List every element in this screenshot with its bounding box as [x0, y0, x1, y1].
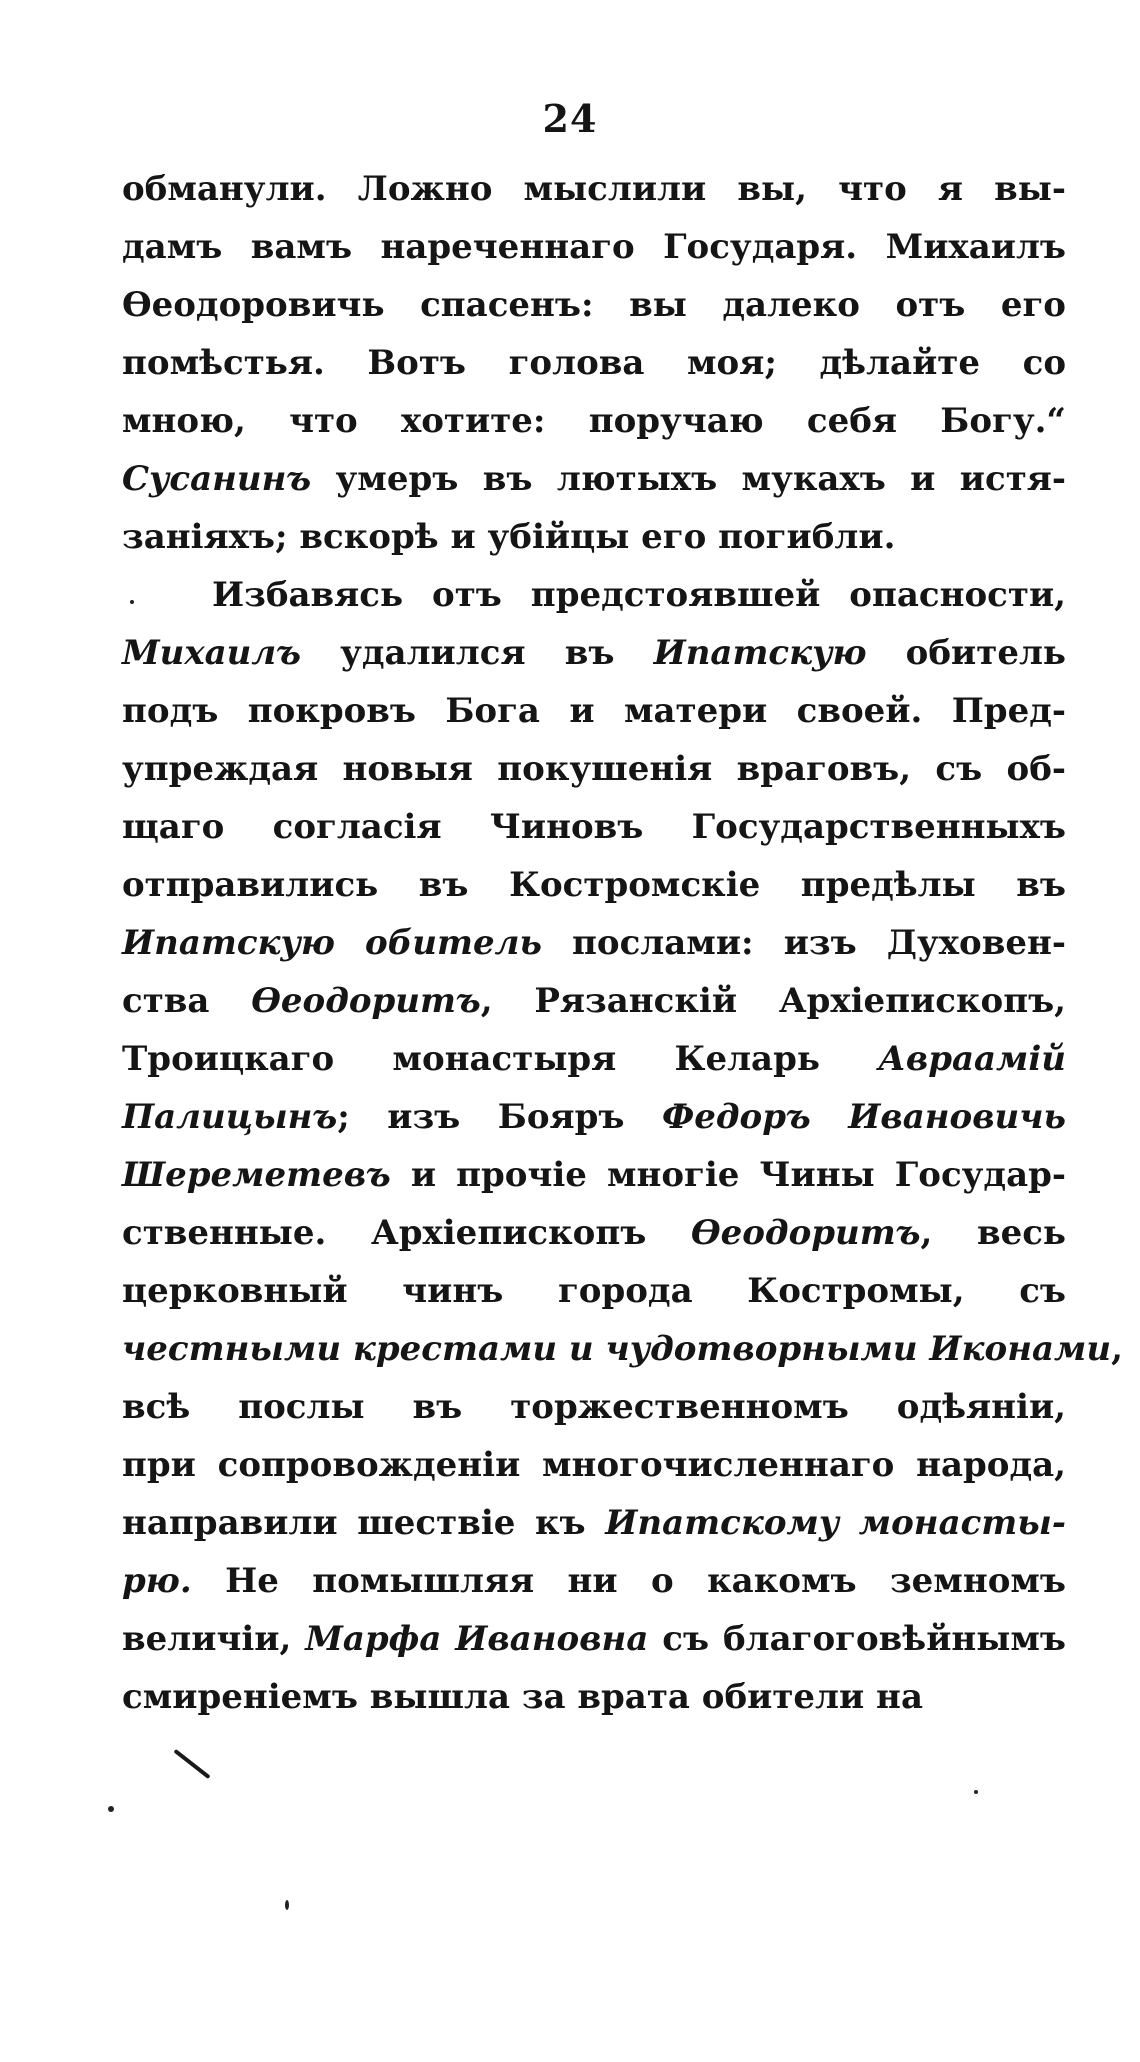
ink-stroke: [173, 1749, 210, 1779]
text-line: [122, 972, 1066, 1030]
text-line: [122, 856, 1066, 914]
ink-speck: [285, 1900, 289, 1910]
text-segment: смиреніемъ вышла за врата обители на: [122, 1677, 923, 1717]
italic-text: Ипатскую обитель: [122, 923, 542, 963]
text-line: [122, 276, 1066, 334]
text-segment: и прочіе многіе Чины Государ-: [390, 1155, 1066, 1195]
italic-text: Михаилъ: [122, 633, 301, 673]
text-line: [122, 334, 1066, 392]
text-line: [122, 1146, 1066, 1204]
italic-text: Федоръ Ивановичь: [662, 1097, 1066, 1137]
text-segment: мною, что хотите: поручаю себя Богу.“: [122, 401, 1066, 441]
text-segment: , весь: [920, 1213, 1066, 1253]
italic-text: Ипатскую: [653, 633, 867, 673]
text-line: [122, 740, 1066, 798]
body-text: [122, 160, 1123, 1726]
text-segment: отправились въ Костромскіе предѣлы въ: [122, 865, 1066, 905]
text-segment: всѣ послы въ торжественномъ одѣяніи,: [122, 1387, 1066, 1427]
text-line: [122, 566, 1066, 624]
ink-speck: [108, 1806, 114, 1812]
text-segment: направили шествіе къ: [122, 1503, 606, 1543]
text-segment: Избавясь отъ предстоявшей опасности,: [212, 575, 1066, 615]
text-line: [122, 1320, 1123, 1378]
italic-text: рю.: [122, 1561, 192, 1601]
text-line: [122, 1610, 1066, 1668]
text-segment: при сопровожденіи многочисленнаго народа,: [122, 1445, 1066, 1485]
text-line: [122, 508, 1066, 566]
italic-text: Сусанинъ: [122, 459, 312, 499]
ink-speck: [974, 1790, 978, 1794]
text-line: [122, 914, 1066, 972]
text-segment: обитель: [866, 633, 1066, 673]
text-segment: удалился въ: [300, 633, 654, 673]
text-segment: подъ покровъ Бога и матери своей. Пред-: [122, 691, 1066, 731]
text-segment: съ благоговѣйнымъ: [648, 1619, 1067, 1659]
text-line: [122, 682, 1066, 740]
text-line: [122, 160, 1066, 218]
text-line: [122, 1262, 1066, 1320]
text-line: [122, 1088, 1066, 1146]
text-segment: ства: [122, 981, 252, 1021]
italic-text: Марфа Ивановна: [305, 1619, 649, 1659]
text-segment: церковный чинъ города Костромы, съ: [122, 1271, 1066, 1311]
italic-text: Шереметевъ: [122, 1155, 391, 1195]
text-line: [122, 1552, 1066, 1610]
text-line: [122, 392, 1066, 450]
text-segment: помѣстья. Вотъ голова моя; дѣлайте со: [122, 343, 1066, 383]
text-line: [122, 1668, 1066, 1726]
text-line: [122, 450, 1066, 508]
text-line: [122, 1378, 1066, 1436]
text-segment: Ѳеодоровичь спасенъ: вы далеко отъ его: [122, 285, 1066, 325]
text-line: [122, 1494, 1066, 1552]
text-line: [122, 1436, 1066, 1494]
text-line: [122, 798, 1066, 856]
italic-text: Ѳеодоритъ: [691, 1213, 921, 1253]
italic-text: Ѳеодоритъ: [251, 981, 481, 1021]
text-segment: дамъ вамъ нареченнаго Государя. Михаилъ: [122, 227, 1066, 267]
italic-text: Ипатскому монасты-: [605, 1503, 1066, 1543]
text-segment: послами: изъ Духовен-: [541, 923, 1066, 963]
text-segment: заніяхъ; вскорѣ и убійцы его погибли.: [122, 517, 896, 557]
text-segment: ственные. Архіепископъ: [122, 1213, 691, 1253]
text-line: [122, 1204, 1066, 1262]
text-segment: Не помышляя ни о какомъ земномъ: [191, 1561, 1066, 1601]
italic-text: Палицынъ: [122, 1097, 338, 1137]
italic-text: Авраамій: [878, 1039, 1066, 1079]
text-segment: умеръ въ лютыхъ мукахъ и истя-: [311, 459, 1066, 499]
text-line: [122, 624, 1066, 682]
page-number: 24: [542, 96, 598, 141]
text-segment: , Рязанскій Архіепископъ,: [480, 981, 1067, 1021]
text-segment: ; изъ Бояръ: [337, 1097, 663, 1137]
text-segment: Троицкаго монастыря Келарь: [122, 1039, 879, 1079]
text-segment: величіи,: [122, 1619, 306, 1659]
ink-speck: [130, 600, 134, 604]
italic-text: честными крестами и чудотворными Иконами: [122, 1329, 1112, 1369]
text-line: [122, 1030, 1066, 1088]
text-line: [122, 218, 1066, 276]
text-segment: обманули. Ложно мыслили вы, что я вы-: [122, 169, 1066, 209]
text-segment: упреждая новыя покушенія враговъ, съ об-: [122, 749, 1066, 789]
text-segment: щаго согласія Чиновъ Государственныхъ: [122, 807, 1066, 847]
text-segment: ,: [1111, 1329, 1123, 1369]
